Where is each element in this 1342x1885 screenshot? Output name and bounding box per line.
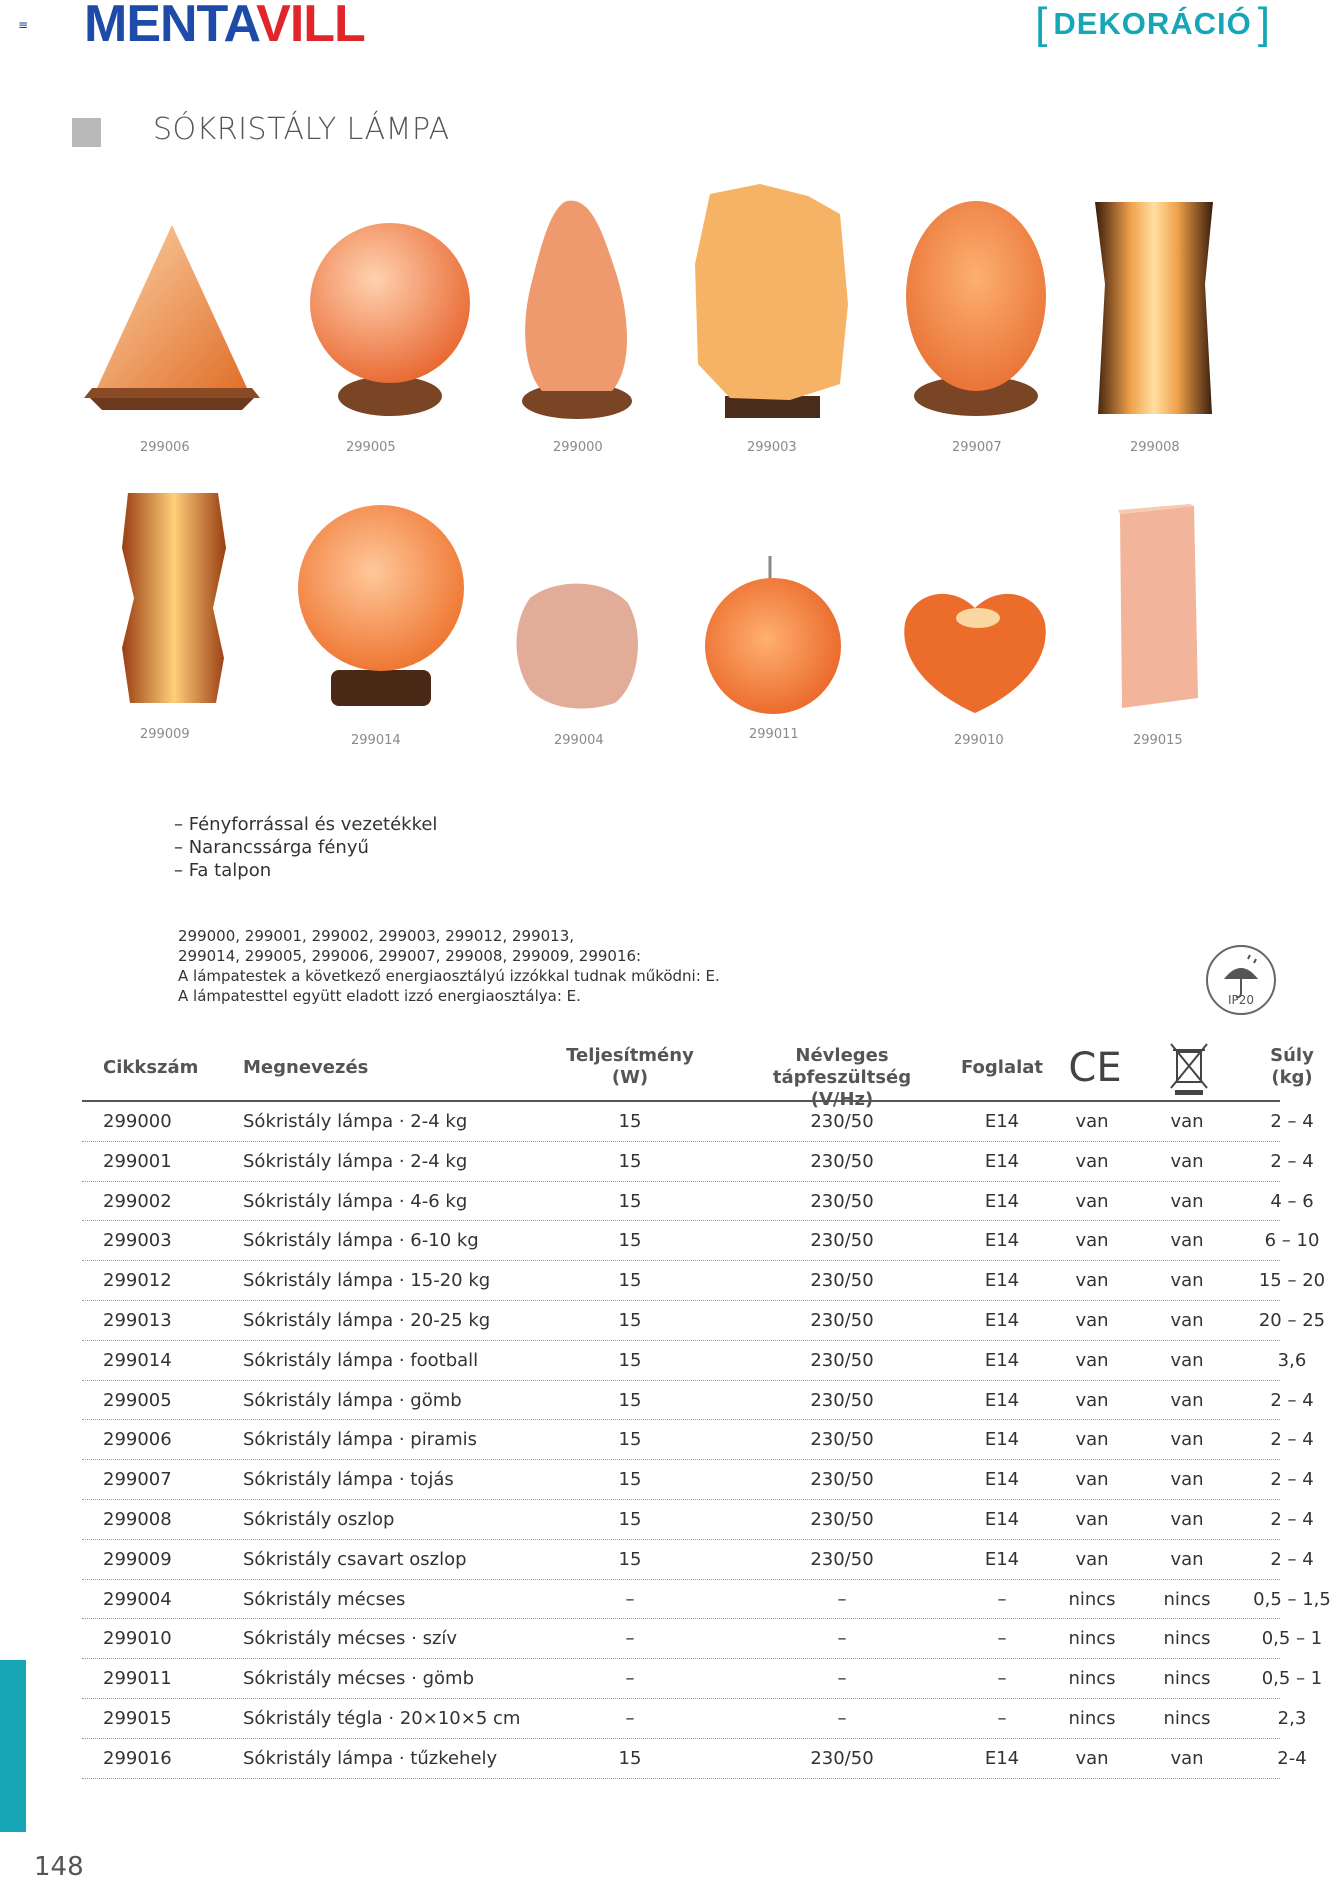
cell-s: 2 – 4 — [1270, 1508, 1314, 1530]
table-row — [82, 1500, 1314, 1540]
cell-name: Sókristály lámpa · 6-10 kg — [243, 1230, 479, 1252]
product-code: 299004 — [554, 733, 604, 748]
section-title: DEKORÁCIÓ — [1053, 6, 1252, 41]
cell-v: 230/50 — [810, 1230, 874, 1252]
cell-ce: van — [1075, 1548, 1109, 1570]
product-image-globe — [305, 218, 475, 418]
table-row — [82, 1182, 1314, 1222]
cell-v: 230/50 — [810, 1429, 874, 1451]
cell-v: 230/50 — [810, 1111, 874, 1132]
cell-ce: nincs — [1068, 1628, 1116, 1650]
cell-w: 15 — [618, 1230, 642, 1252]
cell-weee: van — [1170, 1429, 1204, 1451]
cell-name: Sókristály lámpa · piramis — [243, 1429, 478, 1451]
cell-f: E14 — [984, 1548, 1020, 1570]
cell-code: 299005 — [103, 1389, 172, 1411]
cell-ce: van — [1075, 1469, 1109, 1491]
product-code: 299010 — [954, 733, 1004, 748]
cell-weee: van — [1170, 1469, 1204, 1491]
page-number: 148 — [34, 1852, 84, 1882]
cell-ce: van — [1075, 1747, 1109, 1769]
cell-ce: van — [1075, 1150, 1109, 1172]
cell-v: 230/50 — [810, 1469, 874, 1491]
product-image-brick — [1114, 504, 1200, 710]
cell-name: Sókristály oszlop — [243, 1508, 395, 1530]
cell-v: 230/50 — [810, 1349, 874, 1371]
cell-f: E14 — [984, 1747, 1020, 1769]
cell-f: E14 — [984, 1270, 1020, 1292]
cell-s: 2-4 — [1277, 1747, 1307, 1769]
cell-s: 2 – 4 — [1270, 1548, 1314, 1570]
feature-list — [174, 813, 437, 882]
cell-f: E14 — [984, 1389, 1020, 1411]
cell-f: – — [997, 1628, 1007, 1650]
table-row — [82, 1659, 1323, 1699]
spec-table — [82, 1040, 1331, 1779]
header-watt — [555, 1045, 705, 1089]
cell-f: E14 — [984, 1230, 1020, 1252]
menu-icon[interactable]: ≡ — [18, 18, 29, 32]
cell-s: 0,5 – 1 — [1261, 1628, 1323, 1650]
cell-f: E14 — [984, 1508, 1020, 1530]
energy-note-line: A lámpatesttel együtt eladott izzó energiaosztálya: E. — [178, 987, 581, 1005]
cell-weee: van — [1170, 1508, 1204, 1530]
cell-code: 299014 — [103, 1349, 172, 1371]
cell-f: – — [997, 1588, 1007, 1610]
cell-ce: van — [1075, 1270, 1109, 1292]
product-image-twisted-column — [118, 488, 230, 710]
cell-ce: van — [1075, 1389, 1109, 1411]
cell-name: Sókristály csavart oszlop — [243, 1548, 467, 1570]
cell-weee: nincs — [1163, 1707, 1211, 1729]
cell-ce: nincs — [1068, 1707, 1116, 1729]
cell-v: 230/50 — [810, 1190, 874, 1212]
table-row — [82, 1739, 1307, 1779]
cell-v: 230/50 — [810, 1270, 874, 1292]
cell-ce: van — [1075, 1111, 1109, 1132]
cell-s: 20 – 25 — [1258, 1309, 1326, 1331]
cell-code: 299015 — [103, 1707, 172, 1729]
header-weight — [1242, 1045, 1342, 1089]
cell-name: Sókristály lámpa · 20-25 kg — [243, 1309, 491, 1331]
cell-weee: nincs — [1163, 1668, 1211, 1690]
cell-ce: nincs — [1068, 1588, 1116, 1610]
cell-s: 15 – 20 — [1258, 1270, 1326, 1292]
cell-name: Sókristály lámpa · football — [243, 1349, 479, 1371]
cell-v: 230/50 — [810, 1747, 874, 1769]
cell-w: 15 — [618, 1270, 642, 1292]
section-tag — [1035, 2, 1270, 46]
cell-f: E14 — [984, 1150, 1020, 1172]
cell-code: 299008 — [103, 1508, 172, 1530]
cell-code: 299010 — [103, 1628, 172, 1650]
cell-name: Sókristály mécses — [243, 1588, 406, 1610]
header-voltage-line1: Névleges — [795, 1045, 889, 1066]
energy-note — [178, 926, 720, 1006]
product-image-egg — [904, 196, 1049, 424]
cell-w: 15 — [618, 1150, 642, 1172]
cell-v: 230/50 — [810, 1389, 874, 1411]
cell-w: 15 — [618, 1190, 642, 1212]
product-image-tealight-globe — [703, 556, 845, 716]
header-code: Cikkszám — [103, 1057, 199, 1078]
cell-s: 2 – 4 — [1270, 1389, 1314, 1411]
product-image-large-rock-lamp — [690, 184, 850, 422]
cell-f: – — [997, 1668, 1007, 1690]
cell-code: 299016 — [103, 1747, 172, 1769]
cell-name: Sókristály lámpa · gömb — [243, 1389, 462, 1411]
cell-ce: van — [1075, 1508, 1109, 1530]
cell-name: Sókristály mécses · gömb — [243, 1668, 475, 1690]
cell-code: 299012 — [103, 1270, 172, 1292]
cell-w: 15 — [618, 1747, 642, 1769]
product-code: 299000 — [553, 440, 603, 455]
table-row — [82, 1341, 1307, 1381]
bracket-open: [ — [1035, 0, 1048, 48]
cell-weee: van — [1170, 1747, 1204, 1769]
table-row — [82, 1381, 1314, 1421]
table-row — [82, 1699, 1307, 1739]
cell-weee: nincs — [1163, 1588, 1211, 1610]
cell-s: 2 – 4 — [1270, 1469, 1314, 1491]
cell-w: 15 — [618, 1548, 642, 1570]
header-watt-line1: Teljesítmény — [566, 1045, 694, 1066]
cell-weee: van — [1170, 1548, 1204, 1570]
cell-v: 230/50 — [810, 1508, 874, 1530]
header-watt-line2: (W) — [611, 1067, 649, 1088]
cell-w: – — [625, 1707, 635, 1729]
feature-item: – Fa talpon — [174, 860, 272, 881]
weee-bin-icon — [1167, 1040, 1211, 1096]
cell-v: – — [837, 1707, 847, 1729]
header-weight-line2: (kg) — [1271, 1067, 1313, 1088]
product-code: 299008 — [1130, 440, 1180, 455]
cell-weee: van — [1170, 1309, 1204, 1331]
cell-name: Sókristály lámpa · tojás — [243, 1469, 454, 1491]
table-row — [82, 1420, 1314, 1460]
cell-s: 2 – 4 — [1270, 1429, 1314, 1451]
cell-s: 2 – 4 — [1270, 1111, 1314, 1132]
cell-code: 299006 — [103, 1429, 172, 1451]
cell-f: E14 — [984, 1469, 1020, 1491]
product-image-pyramid — [82, 220, 262, 410]
table-body — [82, 1102, 1331, 1779]
cell-w: 15 — [618, 1349, 642, 1371]
cell-w: 15 — [618, 1469, 642, 1491]
cell-w: 15 — [618, 1309, 642, 1331]
product-image-football-lamp — [296, 500, 466, 710]
cell-name: Sókristály lámpa · 2-4 kg — [243, 1150, 468, 1172]
cell-weee: van — [1170, 1150, 1204, 1172]
cell-f: E14 — [984, 1111, 1020, 1132]
cell-w: – — [625, 1628, 635, 1650]
cell-s: 2 – 4 — [1270, 1150, 1314, 1172]
cell-ce: van — [1075, 1429, 1109, 1451]
cell-weee: van — [1170, 1389, 1204, 1411]
cell-weee: van — [1170, 1111, 1204, 1132]
cell-code: 299001 — [103, 1150, 172, 1172]
table-row — [82, 1142, 1314, 1182]
table-row — [82, 1460, 1314, 1500]
energy-note-line: A lámpatestek a következő energiaosztályú izzókkal tudnak működni: E. — [178, 967, 720, 985]
feature-item: – Narancssárga fényű — [174, 837, 369, 858]
cell-f: E14 — [984, 1309, 1020, 1331]
cell-ce: van — [1075, 1230, 1109, 1252]
bracket-close: ] — [1257, 0, 1270, 48]
cell-v: 230/50 — [810, 1309, 874, 1331]
cell-code: 299000 — [103, 1111, 172, 1132]
cell-w: – — [625, 1588, 635, 1610]
cell-w: 15 — [618, 1429, 642, 1451]
cell-name: Sókristály tégla · 20×10×5 cm — [243, 1707, 521, 1729]
cell-name: Sókristály mécses · szív — [243, 1628, 458, 1650]
header-name: Megnevezés — [243, 1057, 369, 1078]
cell-s: 3,6 — [1277, 1349, 1307, 1371]
cell-v: – — [837, 1588, 847, 1610]
cell-code: 299009 — [103, 1548, 172, 1570]
product-image-tealight — [510, 578, 645, 710]
cell-v: – — [837, 1628, 847, 1650]
cell-f: E14 — [984, 1190, 1020, 1212]
cell-w: – — [625, 1668, 635, 1690]
product-code: 299005 — [346, 440, 396, 455]
cell-ce: van — [1075, 1190, 1109, 1212]
product-code: 299003 — [747, 440, 797, 455]
logo-part-vill: VILL — [256, 0, 365, 53]
table-row — [82, 1580, 1331, 1620]
product-image-heart-tealight — [900, 578, 1050, 716]
cell-name: Sókristály lámpa · 2-4 kg — [243, 1111, 468, 1132]
product-code: 299011 — [749, 727, 799, 742]
cell-name: Sókristály lámpa · 15-20 kg — [243, 1270, 491, 1292]
cell-code: 299011 — [103, 1668, 172, 1690]
product-code: 299006 — [140, 440, 190, 455]
header-fitting: Foglalat — [960, 1057, 1044, 1078]
page-title: SÓKRISTÁLY LÁMPA — [153, 112, 450, 147]
header-voltage-line2: tápfeszültség (V/Hz) — [772, 1067, 912, 1110]
brand-logo — [84, 0, 365, 54]
cell-f: – — [997, 1707, 1007, 1729]
table-row — [82, 1221, 1320, 1261]
cell-name: Sókristály lámpa · 4-6 kg — [243, 1190, 468, 1212]
cell-ce: nincs — [1068, 1668, 1116, 1690]
cell-weee: van — [1170, 1230, 1204, 1252]
cell-weee: van — [1170, 1349, 1204, 1371]
cell-code: 299004 — [103, 1588, 172, 1610]
cell-v: 230/50 — [810, 1548, 874, 1570]
table-row — [82, 1102, 1314, 1142]
energy-note-line: 299014, 299005, 299006, 299007, 299008, 299009, 299016: — [178, 947, 642, 965]
cell-w: 15 — [618, 1508, 642, 1530]
table-header — [82, 1040, 1314, 1110]
cell-w: 15 — [618, 1111, 642, 1132]
product-code: 299014 — [351, 733, 401, 748]
cell-code: 299007 — [103, 1469, 172, 1491]
cell-w: 15 — [618, 1389, 642, 1411]
cell-s: 2,3 — [1277, 1707, 1307, 1729]
product-code: 299015 — [1133, 733, 1183, 748]
cell-code: 299002 — [103, 1190, 172, 1212]
table-row — [82, 1540, 1314, 1580]
feature-item: – Fényforrással és vezetékkel — [174, 814, 438, 835]
table-row — [82, 1619, 1323, 1659]
product-code: 299009 — [140, 727, 190, 742]
energy-note-line: 299000, 299001, 299002, 299003, 299012, 299013, — [178, 927, 575, 945]
cell-weee: van — [1170, 1270, 1204, 1292]
cell-ce: van — [1075, 1349, 1109, 1371]
cell-v: 230/50 — [810, 1150, 874, 1172]
ip-rating-text: IP20 — [1227, 993, 1255, 1007]
cell-v: – — [837, 1668, 847, 1690]
cell-s: 4 – 6 — [1270, 1190, 1314, 1212]
ip20-badge — [1206, 945, 1276, 1015]
product-image-rock-lamp — [512, 196, 642, 421]
cell-f: E14 — [984, 1429, 1020, 1451]
ce-mark-icon: CE — [1068, 1045, 1122, 1091]
title-square-icon — [72, 118, 101, 147]
product-code: 299007 — [952, 440, 1002, 455]
cell-name: Sókristály lámpa · tűzkehely — [243, 1747, 498, 1769]
product-image-column — [1090, 194, 1218, 426]
cell-s: 0,5 – 1,5 — [1253, 1588, 1331, 1610]
cell-code: 299013 — [103, 1309, 172, 1331]
logo-part-menta: MENTA — [84, 0, 257, 53]
table-row — [82, 1261, 1326, 1301]
cell-weee: nincs — [1163, 1628, 1211, 1650]
header-weight-line1: Súly — [1270, 1045, 1314, 1066]
cell-weee: van — [1170, 1190, 1204, 1212]
table-row — [82, 1301, 1326, 1341]
cell-f: E14 — [984, 1349, 1020, 1371]
side-accent-bar — [0, 1660, 26, 1832]
cell-code: 299003 — [103, 1230, 172, 1252]
cell-s: 0,5 – 1 — [1261, 1668, 1323, 1690]
cell-ce: van — [1075, 1309, 1109, 1331]
cell-s: 6 – 10 — [1264, 1230, 1320, 1252]
